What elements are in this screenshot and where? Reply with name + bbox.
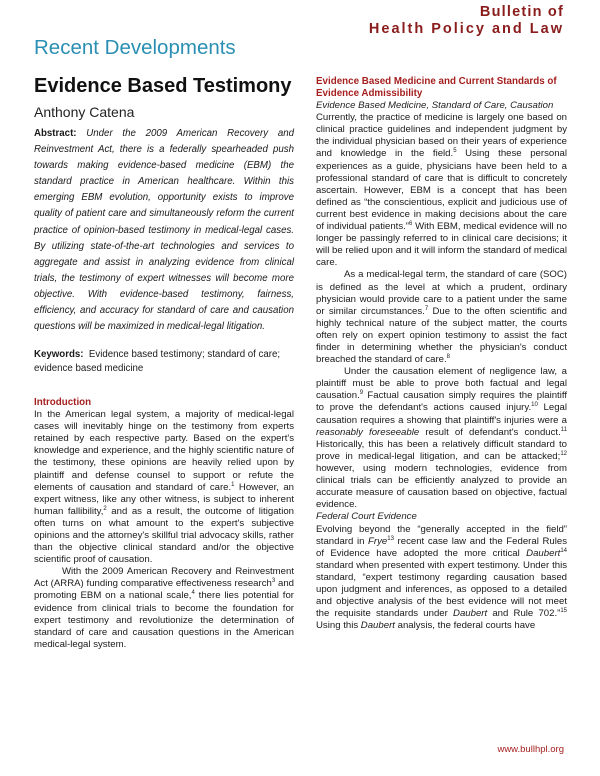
abstract bbox=[34, 126, 294, 335]
footnote-ref[interactable]: 8 bbox=[446, 353, 451, 360]
subheading-federal-court: Federal Court Evidence bbox=[316, 511, 417, 523]
abstract-label: Abstract: bbox=[34, 128, 77, 139]
footnote-ref[interactable]: 2 bbox=[103, 505, 107, 512]
footnote-ref[interactable]: 10 bbox=[531, 402, 538, 409]
journal-title bbox=[369, 4, 564, 37]
footer-website-link[interactable]: www.bullhpl.org bbox=[497, 744, 564, 755]
introduction-heading: Introduction bbox=[34, 397, 92, 409]
footnote-ref[interactable]: 11 bbox=[560, 426, 567, 433]
ebm-body bbox=[316, 112, 567, 511]
journal-title-line1: Bulletin of bbox=[479, 4, 564, 20]
footnote-ref[interactable]: 13 bbox=[387, 535, 394, 542]
intro-paragraph-2: With the 2009 American Recovery and Reinvestment Act (ARRA) funding comparative effectiveness research$^3$ and promoting EBM on a national scale,$^4$ there lies potential for evidence from clinical trials to become the foundation for expert testimony and revolutionize the determination of standard of care and causation questions in the American medical-legal system. bbox=[34, 566, 294, 650]
keywords-label: Keywords: bbox=[34, 349, 84, 361]
intro-paragraph-1: In the American legal system, a majority of medical-legal cases will inevitably hinge on the testimony from experts retained by each respective party. Based on the expert's knowledge and experience, and the highly scientific nature of the testimony, these opinions are heavily relied upon by plaintiff and defense counsel to support or refute the elements of causation and standard of care.$^1$ However, an expert witness, like any other witness, is subject to inherent human fallibility,$^2$ and as a result, the outcome of litigation often turns on what amount to the expert's subjective opinions and the attorney's skillful trial advocacy skills, rather than the objective clinical standard and/or the objective scientific proof of causation. bbox=[34, 409, 294, 566]
keywords bbox=[34, 348, 294, 375]
footnote-ref[interactable]: 3 bbox=[271, 578, 276, 585]
ebm-paragraph-3: Under the causation element of negligence law, a plaintiff must be able to prove both factual and legal causation.$^9$ Factual causation simply requires the plaintiff to prove the defendant's actions caused injury.$^{10}$ Legal causation requires a showing that plaintiff's injuries were a reasonably foreseeable result of defendant's conduct.$^{11}$ Historically, this has been a relatively difficult standard to prove in medical-legal litigation, and can be attacked;$^{12}$ however, using modern technologies, evidence from clinical trials can be efficiently analyzed to provide an accurate measure of causation based on objective, factual evidence. bbox=[316, 366, 567, 511]
footnote-ref[interactable]: 5 bbox=[453, 148, 457, 155]
footnote-ref[interactable]: 15 bbox=[560, 607, 567, 614]
right-column bbox=[316, 76, 567, 632]
keywords-text: Evidence based testimony; standard of care; evidence based medicine bbox=[34, 349, 281, 374]
author-name: Anthony Catena bbox=[34, 104, 135, 120]
ebm-paragraph-2: As a medical-legal term, the standard of care (SOC) is defined as the level at which a prudent, ordinary physician would provide care to a patient under the same or similar circumstances.$^7$ Due to the often scientific and highly technical nature of the subject matter, the courts often rely on expert opinion testimony to assist the fact finder in determining whether the physician's conduct breached the standard of care.$^8$ bbox=[316, 269, 567, 366]
abstract-text: Under the 2009 American Recovery and Reinvestment Act, there is a federally spearheaded push towards making evidence-based medicine (EBM) the standard practice in American healthcare. Within this emerging EBM evolution, opportunity exists to improve quality of patient care and simultaneously reform the current practice of opinion-based testimony in medical-legal cases. By utilizing state-of-the-art technologies and services to aggregate and assist in analyzing evidence from clinical trials, the testimony of expert witnesses will become more objective. With evidence-based testimony, fairness, efficiency, and accuracy for standard of care and causation questions will be maximized in medical-legal litigation. bbox=[34, 128, 294, 333]
footnote-ref[interactable]: 4 bbox=[191, 590, 195, 597]
introduction-body bbox=[34, 409, 294, 651]
footnote-ref[interactable]: 6 bbox=[409, 220, 413, 227]
section-label: Recent Developments bbox=[34, 36, 236, 59]
ebm-paragraph-1: Currently, the practice of medicine is largely one based on clinical practice guidelines and independent judgment by the individual physician based on their years of experience and knowledge in the field.$^5$ Using these personal experiences as a guide, physicians have been held to a professional standard of care that is difficult to concretely ascertain. However, EBM is a concept that has been defined as “the conscientious, explicit and judicious use of current best evidence in making decisions about the care of individual patients.”$^6$ With EBM, medical evidence will no longer be passingly referred to in clinical care decisions; it will be relied upon and it will inform the standard of medical care. bbox=[316, 112, 568, 269]
footnote-ref[interactable]: 14 bbox=[560, 547, 567, 554]
footnote-ref[interactable]: 1 bbox=[231, 481, 235, 488]
federal-body bbox=[316, 524, 567, 633]
subheading-soc: Evidence Based Medicine, Standard of Care, Causation bbox=[316, 100, 554, 111]
left-column bbox=[34, 126, 294, 651]
journal-title-line2: Health Policy and Law bbox=[368, 21, 564, 37]
section-heading-ebm: Evidence Based Medicine and Current Standards of Evidence Admissibility bbox=[316, 76, 557, 99]
federal-paragraph-1: Evolving beyond the “generally accepted in the field” standard in Frye$^{13}$ recent case law and the Federal Rules of Evidence have adopted the more critical Daubert$^{14}$ standard when presented with expert testimony. Under this standard, “expert testimony regarding causation based upon judgment and inferences, as opposed to a detailed and objective analysis of the best evidence will not meet the requisite standards under Daubert and Rule 702.”$^{15}$ Using this Daubert analysis, the federal courts have bbox=[316, 523, 567, 632]
footnote-ref[interactable]: 7 bbox=[424, 305, 429, 312]
article-title: Evidence Based Testimony bbox=[34, 75, 292, 97]
footnote-ref[interactable]: 12 bbox=[560, 450, 567, 457]
footnote-ref[interactable]: 9 bbox=[359, 390, 364, 397]
